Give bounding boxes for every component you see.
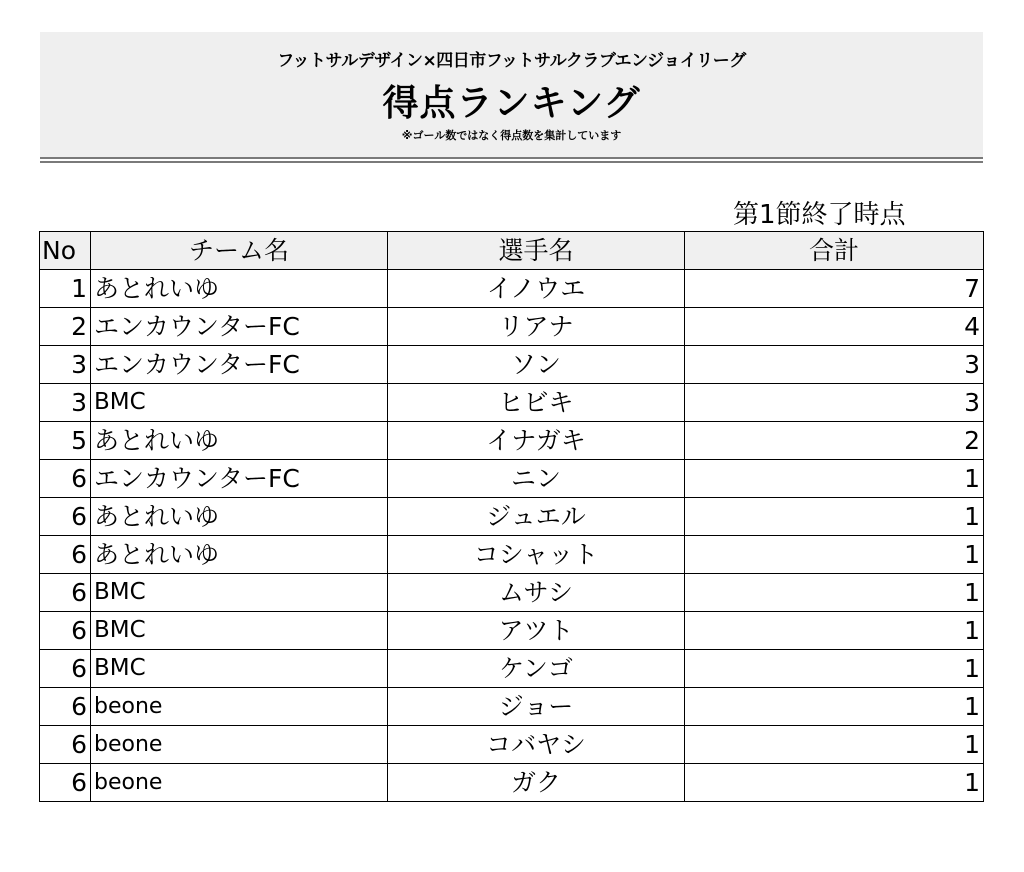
table-header-row: [40, 232, 984, 270]
ranking-table: [39, 231, 984, 802]
team-cell: beone: [91, 764, 388, 802]
total-cell: 7: [685, 270, 984, 308]
player-cell: ケンゴ: [388, 650, 685, 688]
team-cell: あとれいゆ: [91, 498, 388, 536]
team-cell: BMC: [91, 650, 388, 688]
team-cell: BMC: [91, 574, 388, 612]
table-row: [40, 498, 984, 536]
rank-cell: 3: [40, 384, 91, 422]
player-cell: ムサシ: [388, 574, 685, 612]
team-cell: BMC: [91, 612, 388, 650]
player-cell: ガク: [388, 764, 685, 802]
page-subtitle: フットサルデザイン×四日市フットサルクラブエンジョイリーグ: [277, 51, 746, 71]
player-cell: イナガキ: [388, 422, 685, 460]
page-note: ※ゴール数ではなく得点数を集計しています: [401, 129, 622, 142]
table-row: [40, 574, 984, 612]
table-row: [40, 384, 984, 422]
table-row: [40, 764, 984, 802]
table-row: [40, 270, 984, 308]
rank-cell: 6: [40, 764, 91, 802]
rank-cell: 6: [40, 574, 91, 612]
team-cell: エンカウンターFC: [91, 346, 388, 384]
rank-cell: 6: [40, 726, 91, 764]
team-cell: エンカウンターFC: [91, 460, 388, 498]
player-cell: ヒビキ: [388, 384, 685, 422]
total-cell: 1: [685, 612, 984, 650]
total-cell: 2: [685, 422, 984, 460]
total-cell: 1: [685, 460, 984, 498]
team-cell: beone: [91, 688, 388, 726]
total-cell: 1: [685, 764, 984, 802]
total-cell: 1: [685, 688, 984, 726]
table-row: [40, 422, 984, 460]
team-cell: あとれいゆ: [91, 536, 388, 574]
team-cell: あとれいゆ: [91, 270, 388, 308]
rank-cell: 2: [40, 308, 91, 346]
table-row: [40, 346, 984, 384]
rank-cell: 6: [40, 498, 91, 536]
total-cell: 3: [685, 346, 984, 384]
player-cell: アツト: [388, 612, 685, 650]
total-cell: 1: [685, 726, 984, 764]
player-cell: イノウエ: [388, 270, 685, 308]
total-cell: 1: [685, 650, 984, 688]
column-header-team: チーム名: [91, 232, 388, 270]
team-cell: BMC: [91, 384, 388, 422]
player-cell: ジュエル: [388, 498, 685, 536]
player-cell: ジョー: [388, 688, 685, 726]
header-divider: [40, 157, 983, 159]
team-cell: エンカウンターFC: [91, 308, 388, 346]
team-cell: あとれいゆ: [91, 422, 388, 460]
total-cell: 1: [685, 498, 984, 536]
rank-cell: 6: [40, 688, 91, 726]
total-cell: 1: [685, 536, 984, 574]
total-cell: 1: [685, 574, 984, 612]
rank-cell: 6: [40, 612, 91, 650]
header-divider: [40, 161, 983, 163]
table-row: [40, 650, 984, 688]
column-header-no: No: [40, 232, 91, 270]
rank-cell: 1: [40, 270, 91, 308]
column-header-player: 選手名: [388, 232, 685, 270]
rank-cell: 3: [40, 346, 91, 384]
team-cell: beone: [91, 726, 388, 764]
total-cell: 4: [685, 308, 984, 346]
table-row: [40, 726, 984, 764]
player-cell: ソン: [388, 346, 685, 384]
column-header-total: 合計: [685, 232, 984, 270]
rank-cell: 6: [40, 460, 91, 498]
rank-cell: 5: [40, 422, 91, 460]
table-row: [40, 308, 984, 346]
page-title: 得点ランキング: [382, 83, 641, 124]
total-cell: 3: [685, 384, 984, 422]
table-row: [40, 688, 984, 726]
player-cell: コシャット: [388, 536, 685, 574]
table-row: [40, 612, 984, 650]
table-row: [40, 536, 984, 574]
player-cell: リアナ: [388, 308, 685, 346]
rank-cell: 6: [40, 536, 91, 574]
player-cell: ニン: [388, 460, 685, 498]
rank-cell: 6: [40, 650, 91, 688]
table-row: [40, 460, 984, 498]
as-of-label: 第1節終了時点: [733, 200, 906, 230]
player-cell: コバヤシ: [388, 726, 685, 764]
